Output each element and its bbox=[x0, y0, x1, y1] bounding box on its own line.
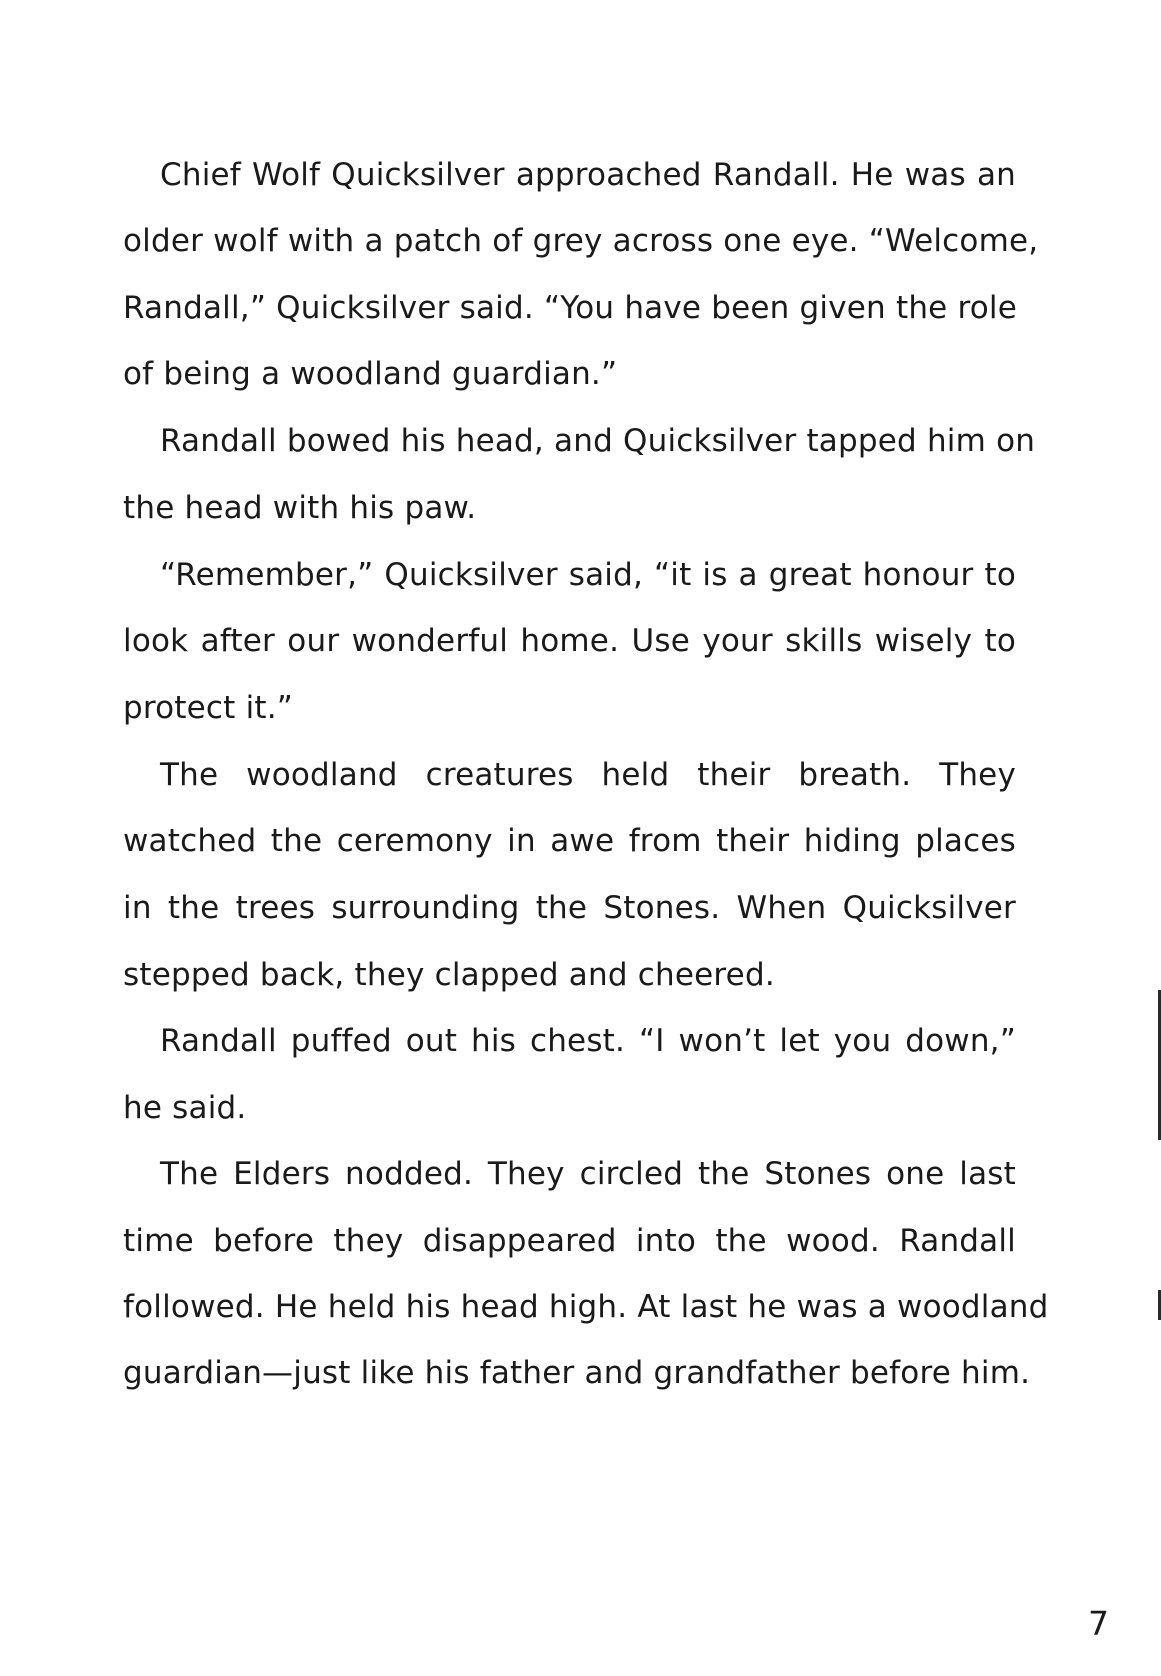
paragraph-1-line-4: of being a woodland guardian.” bbox=[123, 356, 618, 392]
paragraph-1-line-1: Chief Wolf Quicksilver approached Randall. He was an bbox=[160, 157, 1016, 193]
paragraph-4-line-3: in the trees surrounding the Stones. When Quicksilver bbox=[123, 890, 1016, 926]
paragraph-3-line-3: protect it.” bbox=[123, 690, 294, 726]
paragraph-5-line-2: he said. bbox=[123, 1090, 247, 1126]
paragraph-6-line-4: guardian—just like his father and grandfather before him. bbox=[123, 1355, 1031, 1391]
paragraph-6-line-1: The Elders nodded. They circled the Stones one last bbox=[160, 1156, 1016, 1192]
paragraph-1-line-2: older wolf with a patch of grey across one eye. “Welcome, bbox=[123, 223, 1039, 259]
paragraph-4-line-2: watched the ceremony in awe from their hiding places bbox=[123, 823, 1016, 859]
paragraph-6-line-3: followed. He held his head high. At last he was a woodland bbox=[123, 1289, 1049, 1325]
paragraph-2-line-1: Randall bowed his head, and Quicksilver tapped him on bbox=[160, 423, 1036, 459]
page-number: 7 bbox=[1088, 1604, 1109, 1643]
paragraph-3-line-2: look after our wonderful home. Use your skills wisely to bbox=[123, 623, 1016, 659]
paragraph-6-line-2: time before they disappeared into the wood. Randall bbox=[123, 1223, 1016, 1259]
paragraph-3-line-1: “Remember,” Quicksilver said, “it is a great honour to bbox=[160, 557, 1016, 593]
paragraph-4-line-4: stepped back, they clapped and cheered. bbox=[123, 957, 775, 993]
paragraph-5-line-1: Randall puffed out his chest. “I won’t let you down,” bbox=[160, 1023, 1016, 1059]
paragraph-2-line-2: the head with his paw. bbox=[123, 490, 477, 526]
paragraph-4-line-1: The woodland creatures held their breath. They bbox=[160, 757, 1016, 793]
paragraph-1-line-3: Randall,” Quicksilver said. “You have been given the role bbox=[123, 290, 1018, 326]
